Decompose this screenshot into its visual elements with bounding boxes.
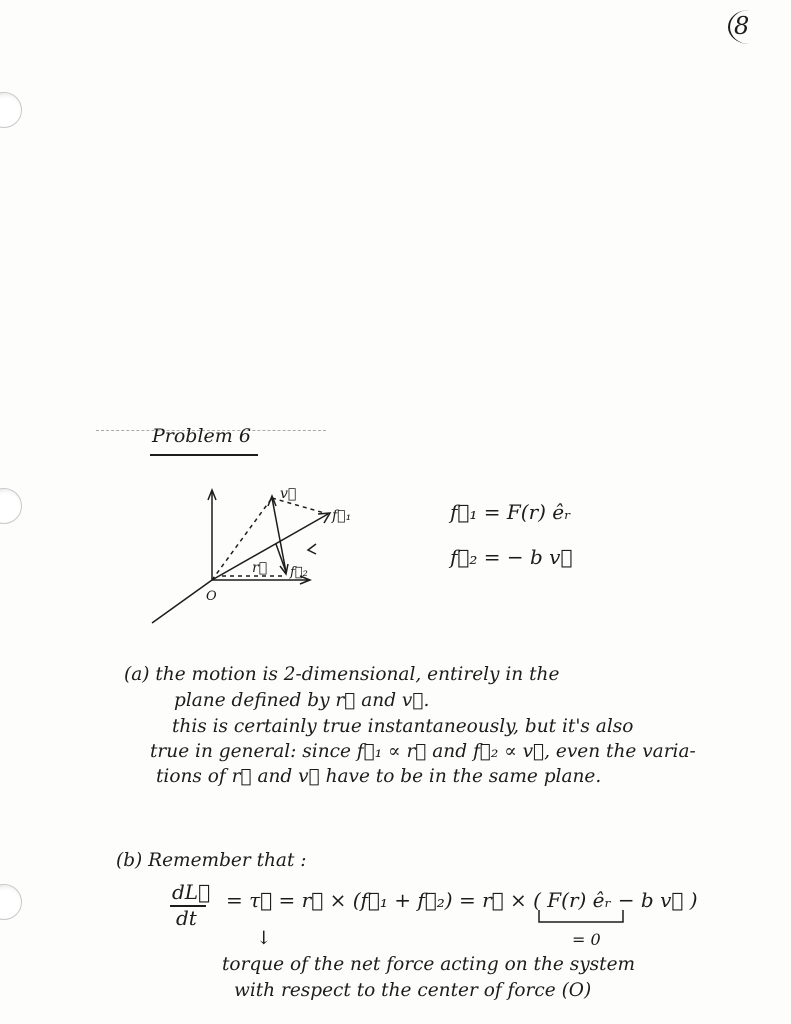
punch-hole-middle [0,488,22,524]
vector-diagram [140,480,370,630]
title-underline [150,454,258,456]
caption-line-2: with respect to the center of force (O) [234,980,592,1001]
part-a-line-2: plane defined by r⃗ and v⃗. [174,690,430,711]
punch-hole-top [0,92,22,128]
zero-note: = 0 [572,930,601,949]
punch-hole-bottom [0,884,22,920]
part-b-equation: = τ⃗ = r⃗ × (f⃗₁ + f⃗₂) = r⃗ × ( F(r) êᵣ − b v⃗ ) [226,888,698,912]
equation-f2: f⃗₂ = − b v⃗ [450,545,573,569]
caption-line-1: torque of the net force acting on the system [222,954,636,975]
label-f1: f⃗₁ [332,508,352,524]
label-f2: f⃗₂ [290,565,308,580]
part-a-line-4: true in general: since f⃗₁ ∝ r⃗ and f⃗₂ ∝ v⃗, even the varia- [150,741,696,762]
problem-title: Problem 6 [152,425,251,447]
axis-diagonal [152,580,212,623]
zero-brace [535,908,635,928]
page-number: 8 [734,12,750,40]
torque-arrow: ↓ [256,928,272,949]
part-a-line-5: tions of r⃗ and v⃗ have to be in the same plane. [156,766,602,787]
r-vector [212,514,328,580]
part-b-intro: (b) Remember that : [116,850,307,871]
label-origin: O [206,589,217,604]
label-v: v⃗ [280,486,297,502]
v-vector [272,498,286,572]
part-a-line-1: (a) the motion is 2-dimensional, entirely in the [124,664,560,685]
label-r: r⃗ [252,560,268,576]
part-a-line-3: this is certainly true instantaneously, but it's also [172,716,634,737]
dt-denominator: dt [176,906,197,930]
dL-numerator: dL⃗ [172,880,211,904]
equation-f1: f⃗₁ = F(r) êᵣ [450,500,572,524]
